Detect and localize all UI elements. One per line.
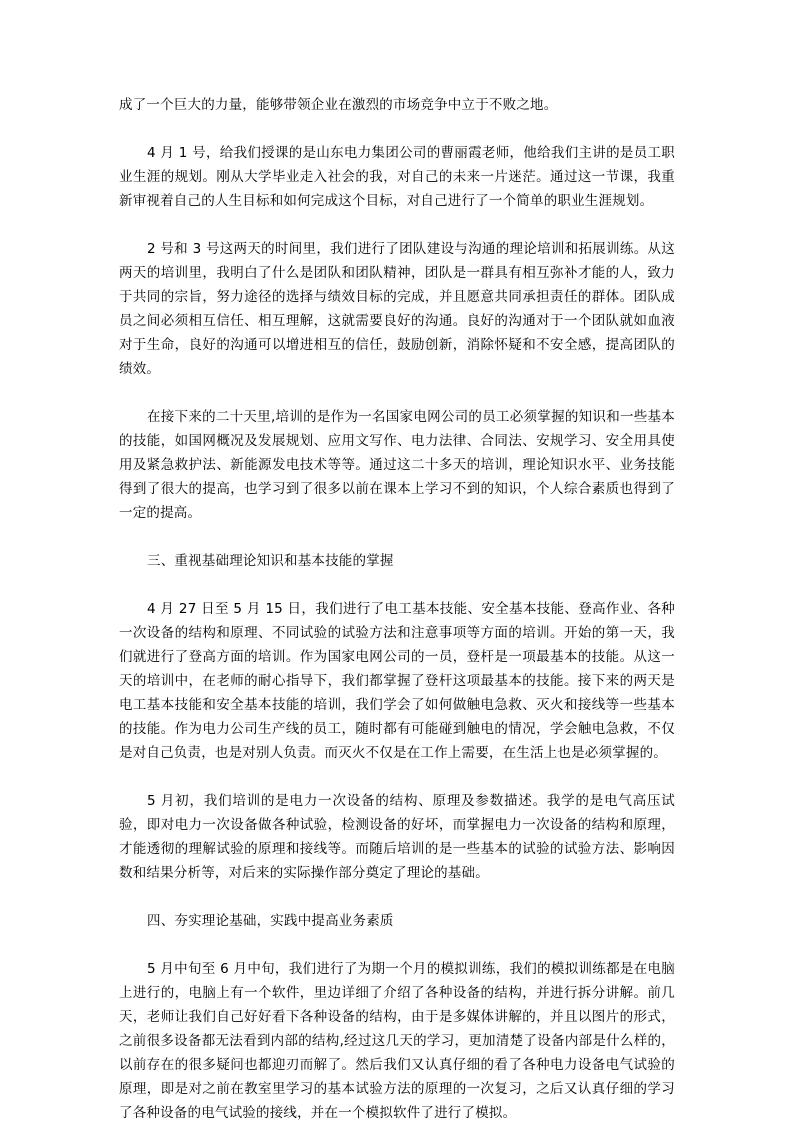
paragraph-team-building: 2 号和 3 号这两天的时间里，我们进行了团队建设与沟通的理论培训和拓展训练。从这两天的培训里，我明白了什么是团队和团队精神，团队是一群具有相互弥补才能的人，致力于共同的宗旨，努力途径的选择与绩效目标的完成，并且愿意共同承担责任的群体。团队成员之间必须相互信任、相互理解，这就需要良好的沟通。良好的沟通对于一个团队就如血液对于生命，良好的沟通可以增进相互的信任，鼓励创新，消除怀疑和不安全感，提高团队的绩效。: [119, 241, 675, 377]
paragraph-april-1: 4 月 1 号，给我们授课的是山东电力集团公司的曹丽霞老师，他给我们主讲的是员工职业生涯的规划。刚从大学毕业走入社会的我，对自己的未来一片迷茫。通过这一节课，我重新审视着自己的人生目标和如何完成这个目标，对自己进行了一个简单的职业生涯规划。: [119, 145, 675, 209]
paragraph-twenty-days: 在接下来的二十天里,培训的是作为一名国家电网公司的员工必须掌握的知识和一些基本的技能，如国网概况及发展规划、应用文写作、电力法律、合同法、安规学习、安全用具使用及紧急救护法、新能源发电技术等等。通过这二十多天的培训，理论知识水平、业务技能得到了很大的提高，也学习到了很多以前在课本上学习不到的知识，个人综合素质也得到了一定的提高。: [119, 409, 675, 521]
paragraph-basic-skills: 4 月 27 日至 5 月 15 日，我们进行了电工基本技能、安全基本技能、登高作业、各种一次设备的结构和原理、不同试验的试验方法和注意事项等方面的培训。开始的第一天，我们就进行了登高方面的培训。作为国家电网公司的一员，登杆是一项最基本的技能。从这一天的培训中，在老师的耐心指导下，我们都掌握了登杆这项最基本的技能。接下来的两天是电工基本技能和安全基本技能的培训，我们学会了如何做触电急救、灭火和接线等一些基本的技能。作为电力公司生产线的员工，随时都有可能碰到触电的情况，学会触电急救，不仅是对自己负责，也是对别人负责。而灭火不仅是在工作上需要，在生活上也是必须掌握的。: [119, 601, 675, 761]
paragraph-continuation: 成了一个巨大的力量，能够带领企业在激烈的市场竞争中立于不败之地。: [119, 97, 558, 113]
paragraph-gap: [119, 525, 675, 549]
paragraph-gap: [119, 933, 675, 957]
section-heading-3: 三、重视基础理论知识和基本技能的掌握: [147, 553, 394, 569]
paragraph-gap: [119, 885, 675, 909]
paragraph-gap: [119, 381, 675, 405]
paragraph-gap: [119, 117, 675, 141]
document-page: [119, 93, 675, 1125]
paragraph-may-training: 5 月初，我们培训的是电力一次设备的结构、原理及参数描述。我学的是电气高压试验，即对电力一次设备做各种试验，检测设备的好坏，而掌握电力一次设备的结构和原理，才能透彻的理解试验的原理和接线等。而随后培训的是一些基本的试验的试验方法、影响因数和结果分析等，对后来的实际操作部分奠定了理论的基础。: [119, 793, 675, 881]
section-heading-4: 四、夯实理论基础，实践中提高业务素质: [147, 913, 394, 929]
paragraph-gap: [119, 765, 675, 789]
paragraph-gap: [119, 573, 675, 597]
paragraph-simulation: 5 月中旬至 6 月中旬，我们进行了为期一个月的模拟训练，我们的模拟训练都是在电脑上进行的，电脑上有一个软件，里边详细了介绍了各种设备的结构，并进行拆分讲解。前几天，老师让我们自己好好看下各种设备的结构，由于是多媒体讲解的，并且以图片的形式，之前很多设备都无法看到内部的结构,经过这几天的学习，更加清楚了设备内部是什么样的，以前存在的很多疑问也都迎刃而解了。然后我们又认真仔细的看了各种电力设备电气试验的原理，即是对之前在教室里学习的基本试验方法的原理的一次复习，之后又认真仔细的学习了各种设备的电气试验的接线，并在一个模拟软件了进行了模拟。: [119, 961, 675, 1121]
paragraph-gap: [119, 213, 675, 237]
